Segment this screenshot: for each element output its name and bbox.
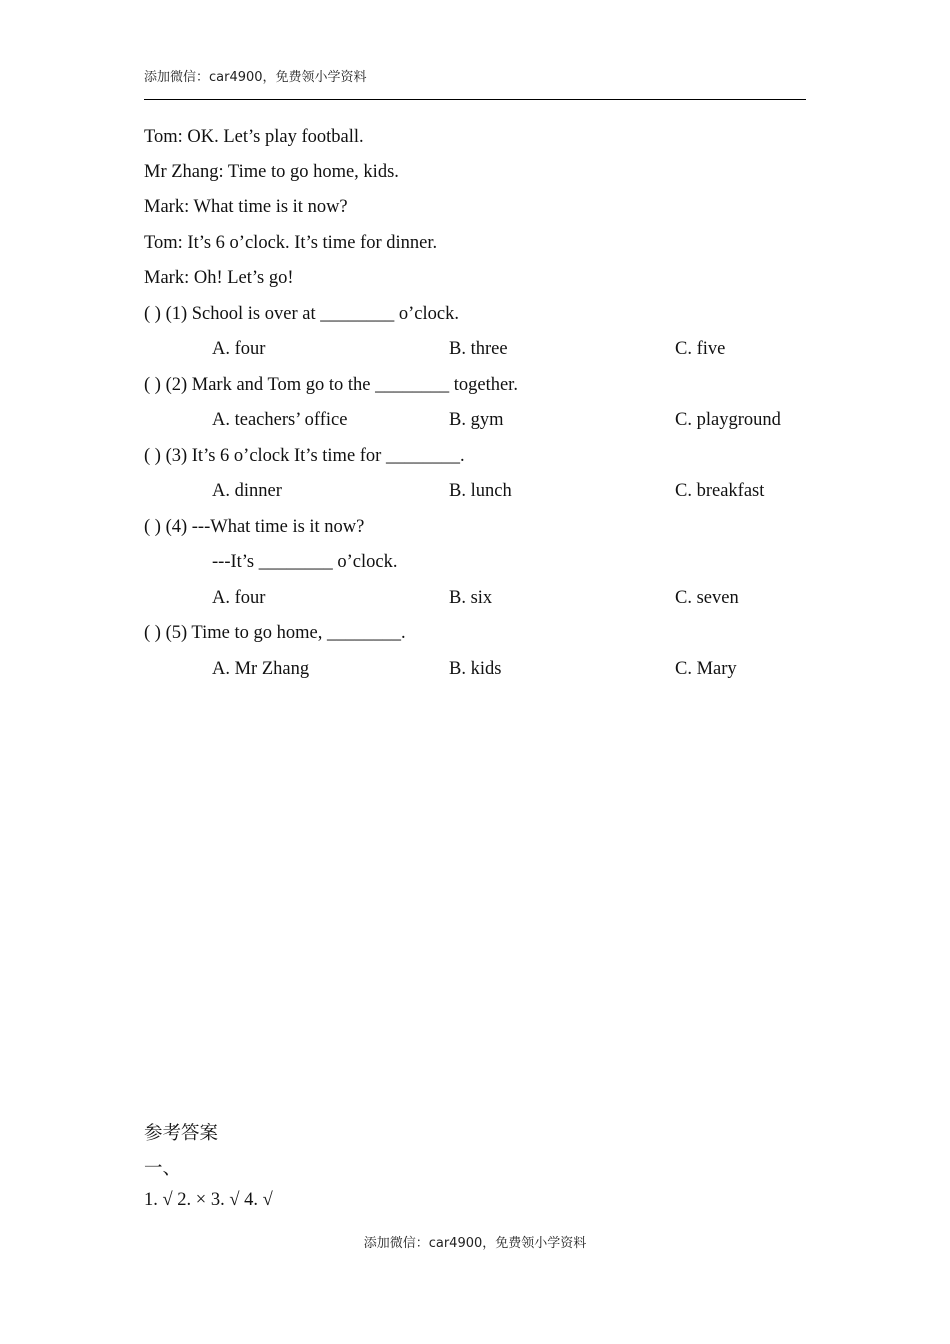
question-2-option-b: B. gym	[449, 410, 504, 430]
question-3-option-a: A. dinner	[212, 481, 282, 501]
question-4-substem: ---It’s ________ o’clock.	[212, 552, 398, 572]
answer-key-line: 1. √ 2. × 3. √ 4. √	[144, 1190, 273, 1210]
header-watermark-note: 添加微信：car4900，免费领小学资料	[144, 70, 367, 85]
question-5-option-c: C. Mary	[675, 659, 737, 679]
question-4-option-b: B. six	[449, 588, 493, 608]
question-1-option-c: C. five	[675, 339, 726, 359]
dialogue-line-1: Tom: OK. Let’s play football.	[144, 127, 364, 147]
dialogue-line-4: Tom: It’s 6 o’clock. It’s time for dinner.	[144, 233, 438, 253]
question-3-stem: ( ) (3) It’s 6 o’clock It’s time for ________.	[144, 446, 465, 466]
question-4-stem: ( ) (4) ---What time is it now?	[144, 517, 365, 537]
question-1-option-a: A. four	[212, 339, 266, 359]
answer-section-label: 一、	[144, 1158, 182, 1179]
answer-key-title: 参考答案	[144, 1123, 219, 1144]
question-2-option-c: C. playground	[675, 410, 781, 430]
question-3-option-b: B. lunch	[449, 481, 512, 501]
question-3-option-c: C. breakfast	[675, 481, 765, 501]
question-5-stem: ( ) (5) Time to go home, ________.	[144, 623, 406, 643]
question-1-option-b: B. three	[449, 339, 508, 359]
question-2-option-a: A. teachers’ office	[212, 410, 348, 430]
question-4-option-a: A. four	[212, 588, 266, 608]
header-divider	[144, 99, 806, 100]
dialogue-line-2: Mr Zhang: Time to go home, kids.	[144, 162, 399, 182]
question-4-option-c: C. seven	[675, 588, 739, 608]
question-2-stem: ( ) (2) Mark and Tom go to the ________ together.	[144, 375, 518, 395]
question-5-option-b: B. kids	[449, 659, 502, 679]
question-5-option-a: A. Mr Zhang	[212, 659, 310, 679]
footer-watermark-note: 添加微信：car4900，免费领小学资料	[363, 1236, 587, 1251]
dialogue-line-5: Mark: Oh! Let’s go!	[144, 268, 294, 288]
question-1-stem: ( ) (1) School is over at ________ o’clock.	[144, 304, 459, 324]
dialogue-line-3: Mark: What time is it now?	[144, 197, 348, 217]
